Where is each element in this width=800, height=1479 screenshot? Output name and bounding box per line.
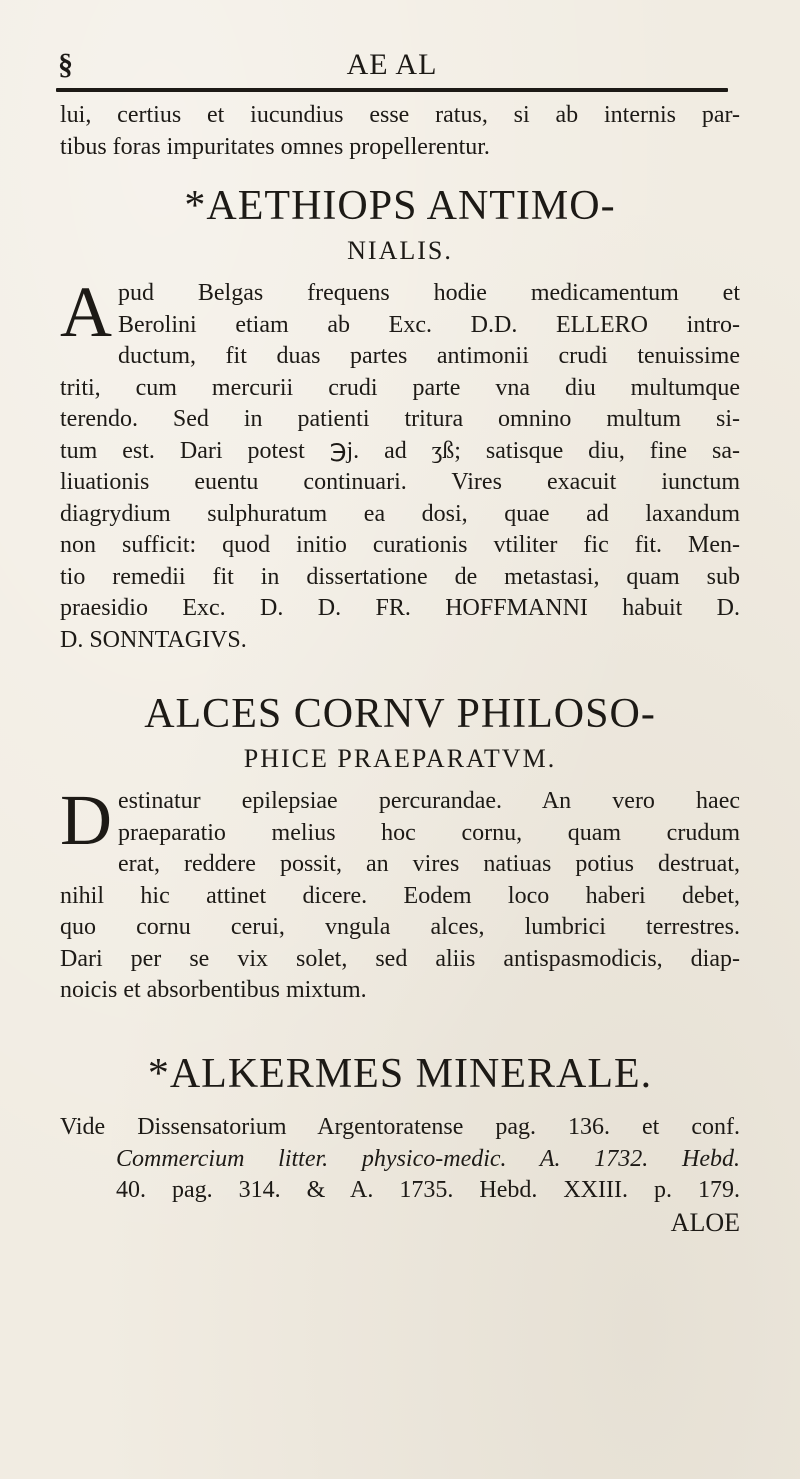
running-title: AE AL bbox=[346, 48, 438, 81]
text-line: nihil hic attinet dicere. Eodem loco haberi debet, bbox=[60, 882, 740, 909]
text-line: terendo. Sed in patienti tritura omnino multum si- bbox=[60, 406, 740, 432]
text-line: estinatur epilepsiae percurandae. An vero haec bbox=[118, 788, 740, 814]
text-line: non sufficit: quod initio curationis vtiliter fic fit. Men- bbox=[60, 532, 740, 558]
entry-title-aethiops: *AETHIOPS ANTIMO- bbox=[184, 183, 616, 229]
page-mark: § bbox=[58, 48, 73, 81]
text-line: D. SONNTAGIVS. bbox=[60, 626, 247, 653]
drop-cap: A bbox=[60, 272, 112, 352]
entry-subtitle-aethiops: NIALIS. bbox=[347, 236, 453, 265]
entry-title-alkermes: *ALKERMES MINERALE. bbox=[147, 1051, 653, 1097]
text-line: praesidio Exc. D. D. FR. HOFFMANNI habuit D. bbox=[60, 595, 740, 621]
header-rule bbox=[56, 88, 728, 92]
entry-subtitle-alces: PHICE PRAEPARATVM. bbox=[243, 744, 557, 773]
text-line: triti, cum mercurii crudi parte vna diu multumque bbox=[60, 374, 740, 401]
entry-title-alces: ALCES CORNV PHILOSO- bbox=[144, 691, 656, 737]
text-line: lui, certius et iucundius esse ratus, si ab internis par- bbox=[60, 102, 740, 128]
entry-body-aethiops bbox=[60, 272, 740, 656]
text-line: quo cornu cerui, vngula alces, lumbrici terrestres. bbox=[60, 914, 740, 940]
entry-body-alkermes bbox=[60, 1112, 740, 1238]
text-line: erat, reddere possit, an vires natiuas potius destruat, bbox=[118, 851, 740, 877]
text-line: diagrydium sulphuratum ea dosi, quae ad laxandum bbox=[60, 500, 740, 527]
text-line: Berolini etiam ab Exc. D.D. ELLERO intro- bbox=[118, 311, 740, 338]
text-line: pud Belgas frequens hodie medicamentum et bbox=[118, 280, 740, 306]
text-line: liuationis euentu continuari. Vires exacuit iunctum bbox=[60, 469, 740, 495]
drop-cap: D bbox=[60, 780, 112, 860]
text-line: tio remedii fit in dissertatione de metastasi, quam sub bbox=[60, 563, 740, 590]
text-line: ductum, fit duas partes antimonii crudi tenuissime bbox=[118, 343, 740, 369]
continuation-text bbox=[60, 100, 740, 163]
text-line: tibus foras impuritates omnes propellerentur. bbox=[60, 133, 490, 160]
text-line: Vide Dissensatorium Argentoratense pag. 136. et conf. bbox=[60, 1114, 740, 1140]
text-line: Dari per se vix solet, sed aliis antispasmodicis, diap- bbox=[60, 945, 740, 972]
catchword: ALOE bbox=[670, 1207, 740, 1237]
text-line: praeparatio melius hoc cornu, quam crudum bbox=[118, 819, 740, 846]
text-line: tum est. Dari potest ℈j. ad ʒß; satisque diu, fine sa- bbox=[60, 437, 740, 464]
text-line: noicis et absorbentibus mixtum. bbox=[60, 977, 367, 1003]
text-line: Commercium litter. physico-medic. A. 1732. Hebd. bbox=[116, 1145, 740, 1172]
entry-body-alces bbox=[60, 780, 740, 1007]
text-line: 40. pag. 314. & A. 1735. Hebd. XXIII. p. 179. bbox=[116, 1177, 740, 1203]
page-header bbox=[52, 48, 732, 88]
